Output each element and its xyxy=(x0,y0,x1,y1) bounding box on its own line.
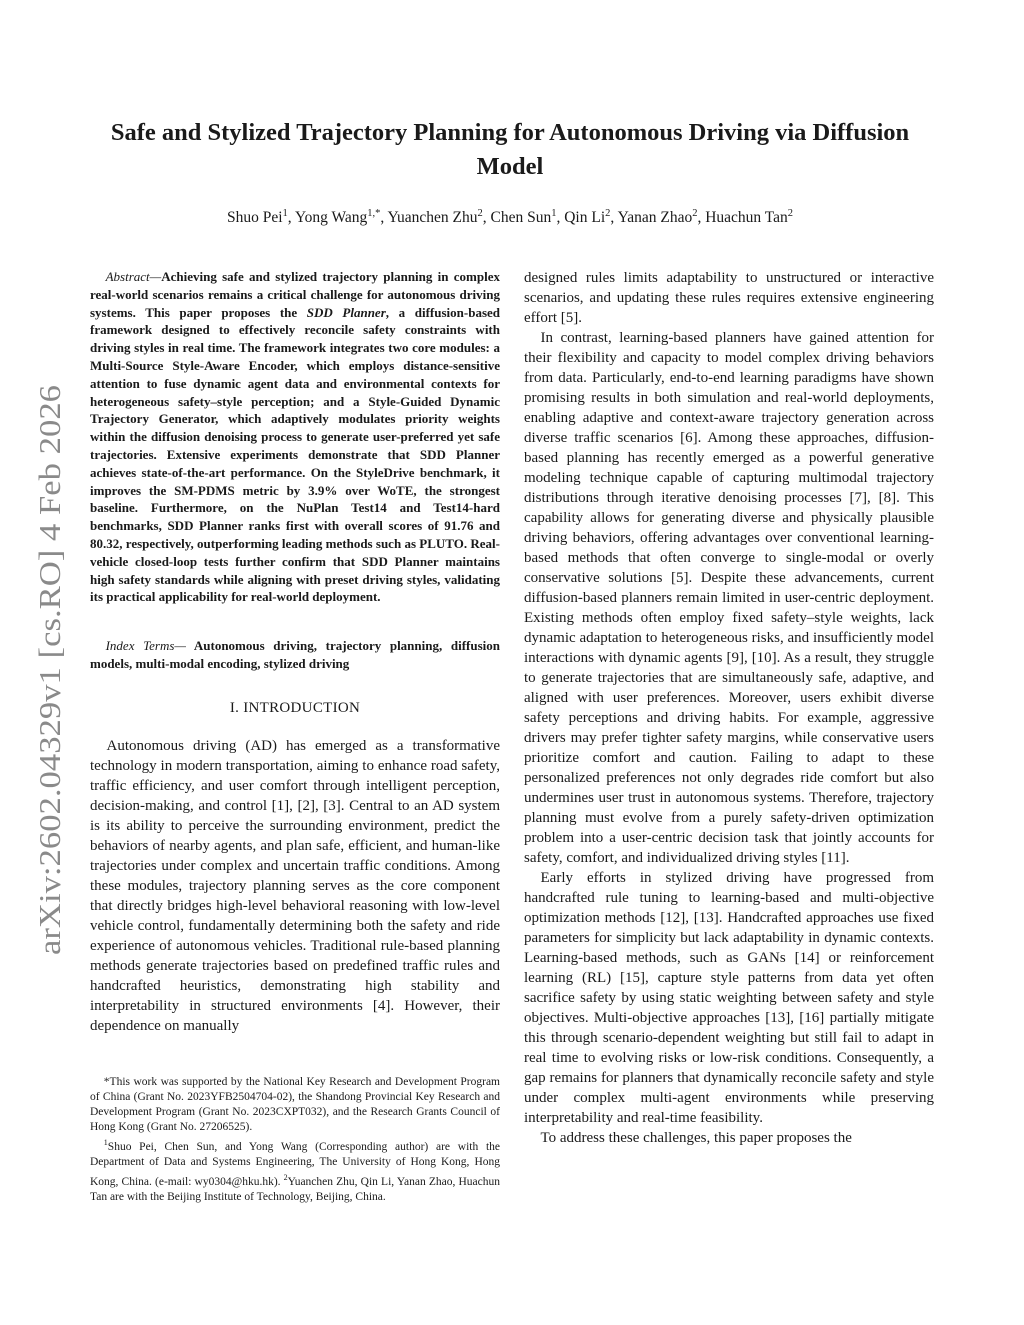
paragraph: designed rules limits adaptability to unstructured or interactive scenarios, and updating these rules requires extensive engineering effort [5]. xyxy=(524,270,934,326)
abstract xyxy=(90,268,500,606)
author-list: Shuo Pei$^1$, Yong Wang$^{1,*}$, Yuanchen Zhu$^2$, Chen Sun$^1$, Qin Li$^2$, Yanan Zhao$^2$, Huachun Tan$^2$ xyxy=(226,208,794,227)
author: Yanan Zhao$^2$ xyxy=(617,208,698,227)
right-column xyxy=(524,268,934,1148)
author: Qin Li$^2$ xyxy=(564,208,611,227)
paragraph: In contrast, learning-based planners have gained attention for their flexibility and capacity to model complex driving behaviors from data. Particularly, end-to-end learning paradigms have shown promising results in both simulation and real-world deployments, enabling adaptive and context-aware trajectory generation across diverse traffic scenarios [6]. Among these approaches, diffusion-based planning has recently emerged as a powerful generative modeling technique capable of capturing multimodal trajectory distributions through iterative denoising processes [7], [8]. This capability allows for generating diverse and physically plausible driving behaviors, offering advantages over conventional learning-based methods that often converge to single-modal or overly conservative solutions [5]. Despite these advancements, current diffusion-based planners remain limited in user-centric deployment. Existing methods often employ fixed safety–style weights, lack dynamic adaptation to heterogeneous risks, and insufficiently model interactions with dynamic agents [9], [10]. As a result, they struggle to generate trajectories that are simultaneously safe, adaptive, and aligned with user preferences. Moreover, users exhibit diverse safety perceptions and driving habits. For example, aggressive drivers may prefer tighter safety margins, while conservative users prioritize comfort and caution. Failing to adapt to these personalized preferences not only degrades ride comfort but also undermines user trust in autonomous systems. Therefore, trajectory planning must evolve from a purely safety-driven optimization problem into a user-centric decision task that jointly accounts for safety, comfort, and individualized driving styles [11]. xyxy=(524,330,934,866)
author: Yong Wang$^{1,*}$ xyxy=(294,208,381,227)
paper-title: Safe and Stylized Trajectory Planning for Autonomous Driving via Diffusion Model xyxy=(110,119,910,180)
abstract-text-1: Achieving safe and stylized trajectory planning in complex real-world scenarios remains a critical challenge for autonomous driving systems. This paper proposes the xyxy=(90,269,500,320)
paragraph: To address these challenges, this paper proposes the xyxy=(540,1130,852,1146)
abstract-label: Abstract— xyxy=(105,269,162,284)
section-heading: I. INTRODUCTION xyxy=(229,700,361,716)
affiliation-footnote: $^1$Shuo Pei, Chen Sun, and Yong Wang (Corresponding author) are with the Department of Data and Systems Engineering, The University of Hong Kong, Hong Kong, China. (e-mail: wy0304@hku.hk). $^2$Yuanchen Zhu, Qin Li, Yanan Zhao, Huachun Tan are with the Beijing Institute of Technology, Beijing, China. xyxy=(90,1138,500,1203)
footnotes xyxy=(90,1075,500,1205)
author: Shuo Pei$^1$ xyxy=(226,208,288,227)
index-terms-label: Index Terms— xyxy=(105,638,186,653)
paragraph: Early efforts in stylized driving have progressed from handcrafted rule tuning to learning-based and multi-objective optimization methods [12], [13]. Handcrafted approaches use fixed parameters for simplicity but lack adaptability in dynamic contexts. Learning-based methods, such as GANs [14] or reinforcement learning (RL) [15], capture style patterns from data yet often sacrifice safety by using static weighting between safety and style objectives. Multi-objective approaches [13], [16] partially mitigate this through scenario-dependent weighting but still fail to adapt in real time to evolving risks or low-risk conditions. Consequently, a gap remains for planners that dynamically reconcile safety and style under complex multi-agent environments while preserving interpretability and real-time feasibility. xyxy=(524,870,934,1126)
author: Chen Sun$^1$ xyxy=(490,208,557,227)
author: Yuanchen Zhu$^2$ xyxy=(387,208,483,227)
funding-footnote: *This work was supported by the National Key Research and Development Program of China (Grant No. 2023YFB2504704-02), the Shandong Provincial Key Research and Development Program (Grant No. 2023CXPT032), and the Research Grants Council of Hong Kong (Grant No. 27206525). xyxy=(90,1076,500,1133)
abstract-text-2: , a diffusion-based framework designed to effectively reconcile safety constraints with driving styles in real time. The framework integrates two core modules: a Multi-Source Style-Aware Encoder, which employs distance-sensitive attention to fuse dynamic agent data and environmental contexts for heterogeneous safety–style perception; and a Style-Guided Dynamic Trajectory Generator, which adaptively modulates priority weights within the diffusion denoising process to generate user-preferred yet safe trajectories. Extensive experiments demonstrate that SDD Planner achieves state-of-the-art performance. On the StyleDrive benchmark, it improves the SM-PDMS metric by 3.9% over WoTE, the strongest baseline. Furthermore, on the NuPlan Test14 and Test14-hard benchmarks, SDD Planner ranks first with overall scores of 91.76 and 80.32, respectively, outperforming leading methods such as PLUTO. Real-vehicle closed-loop tests further confirm that SDD Planner maintains high safety standards while aligning with preset driving styles, validating its practical applicability for real-world deployment. xyxy=(90,304,501,605)
paragraph: Autonomous driving (AD) has emerged as a transformative technology in modern transportation, aiming to enhance road safety, traffic efficiency, and user comfort through intelligent perception, decision-making, and control [1], [2], [3]. Central to an AD system is its ability to perceive the surrounding environment, predict the behaviors of nearby agents, and plan safe, efficient, and human-like trajectories under complex and uncertain traffic conditions. Among these modules, trajectory planning serves as the core component that directly bridges high-level behavioral reasoning with low-level vehicle control, fundamentally determining both the safety and ride experience of autonomous vehicles. Traditional rule-based planning methods generate trajectories based on predefined traffic rules and handcrafted heuristics, demonstrating high stability and interpretability in structured environments [4]. However, their dependence on manually xyxy=(90,738,500,1034)
intro-text-left xyxy=(90,736,500,1036)
index-terms-text: Autonomous driving, trajectory planning, diffusion models, multi-modal encoding, stylized driving xyxy=(90,638,500,671)
index-terms xyxy=(90,637,500,673)
arxiv-id-text: arXiv:2602.04329v1 [cs.RO] 4 Feb 2026 xyxy=(32,445,67,955)
abstract-emphasis: SDD Planner xyxy=(306,304,386,320)
author: Huachun Tan$^2$ xyxy=(705,208,794,227)
arxiv-identifier-stamp xyxy=(10,380,80,960)
